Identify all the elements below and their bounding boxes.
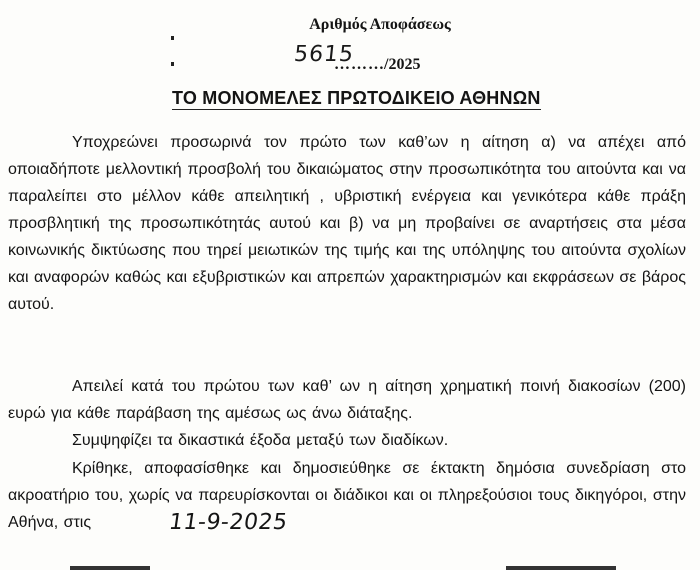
decision-number-label: Αριθμός Αποφάσεως bbox=[309, 16, 451, 33]
cut-off-text-fragment bbox=[70, 566, 150, 570]
decision-number-line bbox=[290, 42, 440, 78]
scan-mark bbox=[171, 36, 174, 40]
ruling-paragraph-obligations: Υποχρεώνει προσωρινά τον πρώτο των καθ’ων η αίτηση α) να απέχει από οποιαδήποτε μελλοντική προσβολή του δικαιώματος στην προσωπικότητα του αιτούντα και να παραλείπει στο μέλλον κάθε απειλητική , υβριστική ενέργεια και γενικότερα κάθε πράξη προσβλητική της προσωπικότητάς αυτού και β) να μη προβαίνει σε αναρτήσεις στα μέσα κοινωνικής δικτύωσης που τηρεί μειωτικών της τιμής και της υπόληψης του αιτούντα σχολίων και αναφορών καθώς και εξυβριστικών και απρεπών χαρακτηρισμών και εκφράσεων σε βάρος αυτού. bbox=[8, 134, 687, 313]
ruling-paragraph-costs: Συμψηφίζει τα δικαστικά έξοδα μεταξύ των διαδίκων. bbox=[72, 432, 449, 449]
dotted-fill: ……… bbox=[334, 56, 385, 73]
handwritten-decision-number: 5615 bbox=[292, 42, 356, 67]
court-title: ΤΟ ΜΟΝΟΜΕΛΕΣ ΠΡΩΤΟΔΙΚΕΙΟ ΑΘΗΝΩΝ bbox=[172, 88, 541, 108]
publication-text: Κρίθηκε, αποφασίσθηκε και δημοσιεύθηκε σε έκτακτη δημόσια συνεδρίαση στο ακροατήριο του, χωρίς να παρευρίσκονται οι διάδικοι και οι πληρεξούσιοι τους δικηγόροι, στην Αθήνα, στις bbox=[8, 460, 686, 531]
ruling-paragraph-publication bbox=[8, 455, 686, 536]
handwritten-date: 11-9-2025 bbox=[167, 510, 290, 535]
scan-mark bbox=[171, 62, 174, 66]
ruling-paragraph-penalty: Απειλεί κατά του πρώτου των καθ’ ων η αίτηση χρηματική ποινή διακοσίων (200) ευρώ για κάθε παράβαση της αμέσως ως άνω διάταξης. bbox=[8, 378, 686, 422]
cut-off-text-fragment bbox=[506, 566, 616, 570]
decision-year: /2025 bbox=[384, 56, 421, 73]
